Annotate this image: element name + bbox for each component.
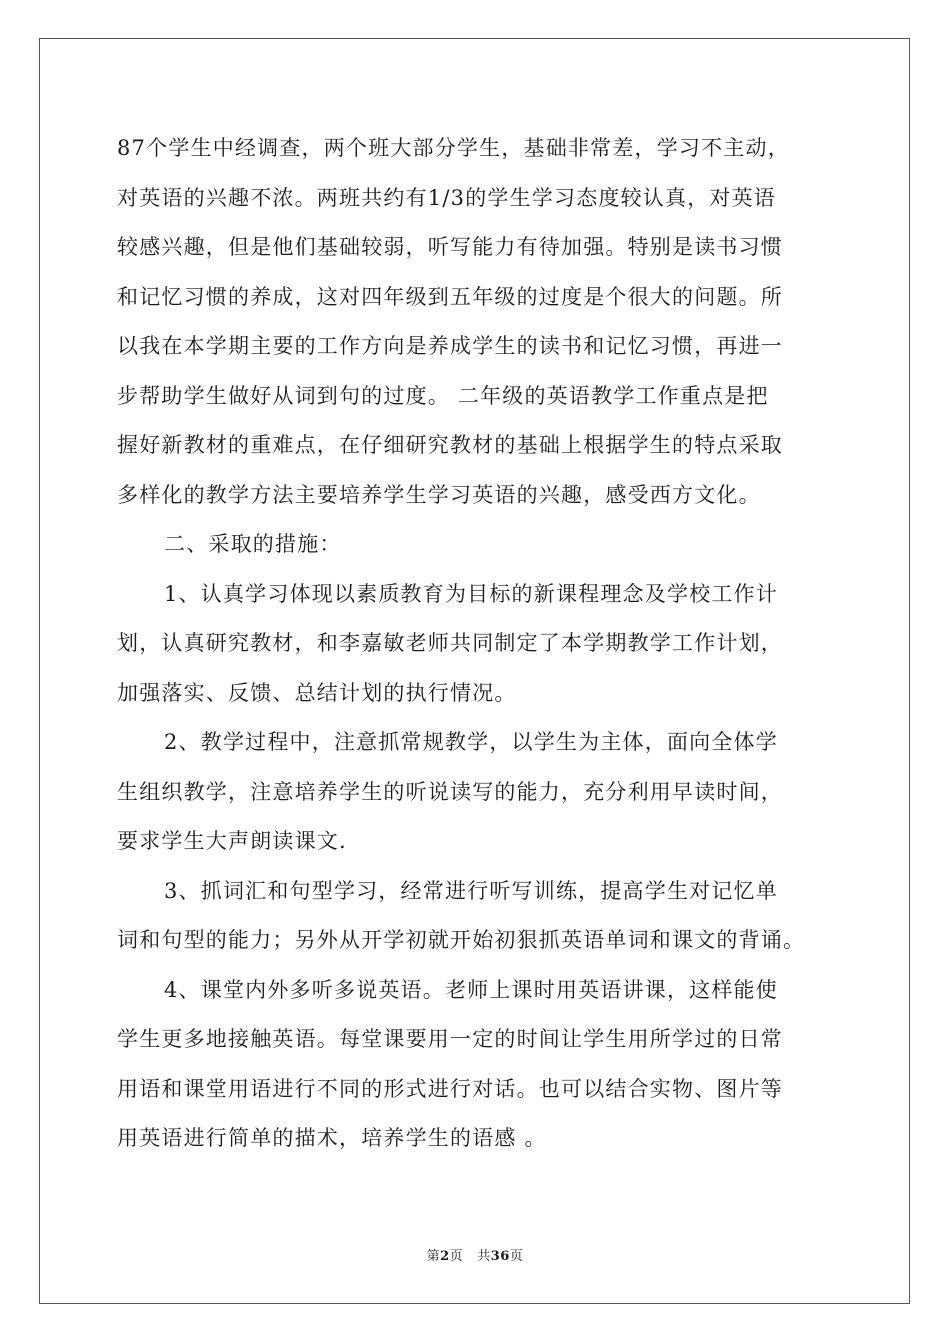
section-heading: 二、采取的措施：: [164, 532, 342, 556]
text-line: 词和句型的能力；另外从开学初就开始初狠抓英语单词和课文的背诵。: [117, 928, 806, 952]
document-body: [117, 124, 847, 1164]
total-suffix: 页: [509, 1249, 524, 1264]
text-line: 87个学生中经调查，两个班大部分学生，基础非常差，学习不主动，: [117, 136, 790, 160]
text-line: 2、教学过程中，注意抓常规教学，以学生为主体，面向全体学: [164, 730, 778, 754]
text-line: 以我在本学期主要的工作方向是养成学生的读书和记忆习惯，再进一: [117, 334, 783, 358]
text-line: 多样化的教学方法主要培养学生学习英语的兴趣，感受西方文化。: [117, 482, 761, 507]
text-line: 对英语的兴趣不浓。两班共约有1/3的学生学习态度较认真，对英语: [117, 185, 776, 210]
text-line: 3、抓词汇和句型学习，经常进行听写训练，提高学生对记忆单: [164, 878, 778, 903]
text-line: 步帮助学生做好从词到句的过度。 二年级的英语教学工作重点是把: [117, 383, 769, 408]
text-line: 用英语进行简单的描术，培养学生的语感 。: [117, 1126, 547, 1150]
text-line: 生组织教学，注意培养学生的听说读写的能力，充分利用早读时间，: [117, 779, 783, 804]
text-line: 加强落实、反馈、总结计划的执行情况。: [117, 680, 517, 705]
text-line: 要求学生大声朗读课文.: [117, 829, 347, 853]
text-line: 用语和课堂用语进行不同的形式进行对话。也可以结合实物、图片等: [117, 1076, 783, 1101]
total-prefix: 共: [477, 1249, 491, 1264]
page-footer: [0, 1245, 950, 1264]
text-line: 4、课堂内外多听多说英语。老师上课时用英语讲课，这样能使: [164, 977, 778, 1002]
text-line: 握好新教材的重难点，在仔细研究教材的基础上根据学生的特点采取: [117, 433, 783, 457]
text-line: 较感兴趣，但是他们基础较弱，听写能力有待加强。特别是读书习惯: [117, 235, 783, 259]
text-line: 学生更多地接触英语。每堂课要用一定的时间让学生用所学过的日常: [117, 1027, 783, 1051]
text-line: 划，认真研究教材，和李嘉敏老师共同制定了本学期教学工作计划，: [117, 631, 783, 655]
total-pages: 36: [490, 1249, 510, 1264]
text-line: 1、认真学习体现以素质教育为目标的新课程理念及学校工作计: [164, 581, 778, 606]
page-suffix: 页: [449, 1249, 464, 1264]
page-prefix: 第: [426, 1249, 441, 1264]
text-line: 和记忆习惯的养成，这对四年级到五年级的过度是个很大的问题。所: [117, 284, 783, 309]
page-number: 2: [440, 1249, 450, 1264]
